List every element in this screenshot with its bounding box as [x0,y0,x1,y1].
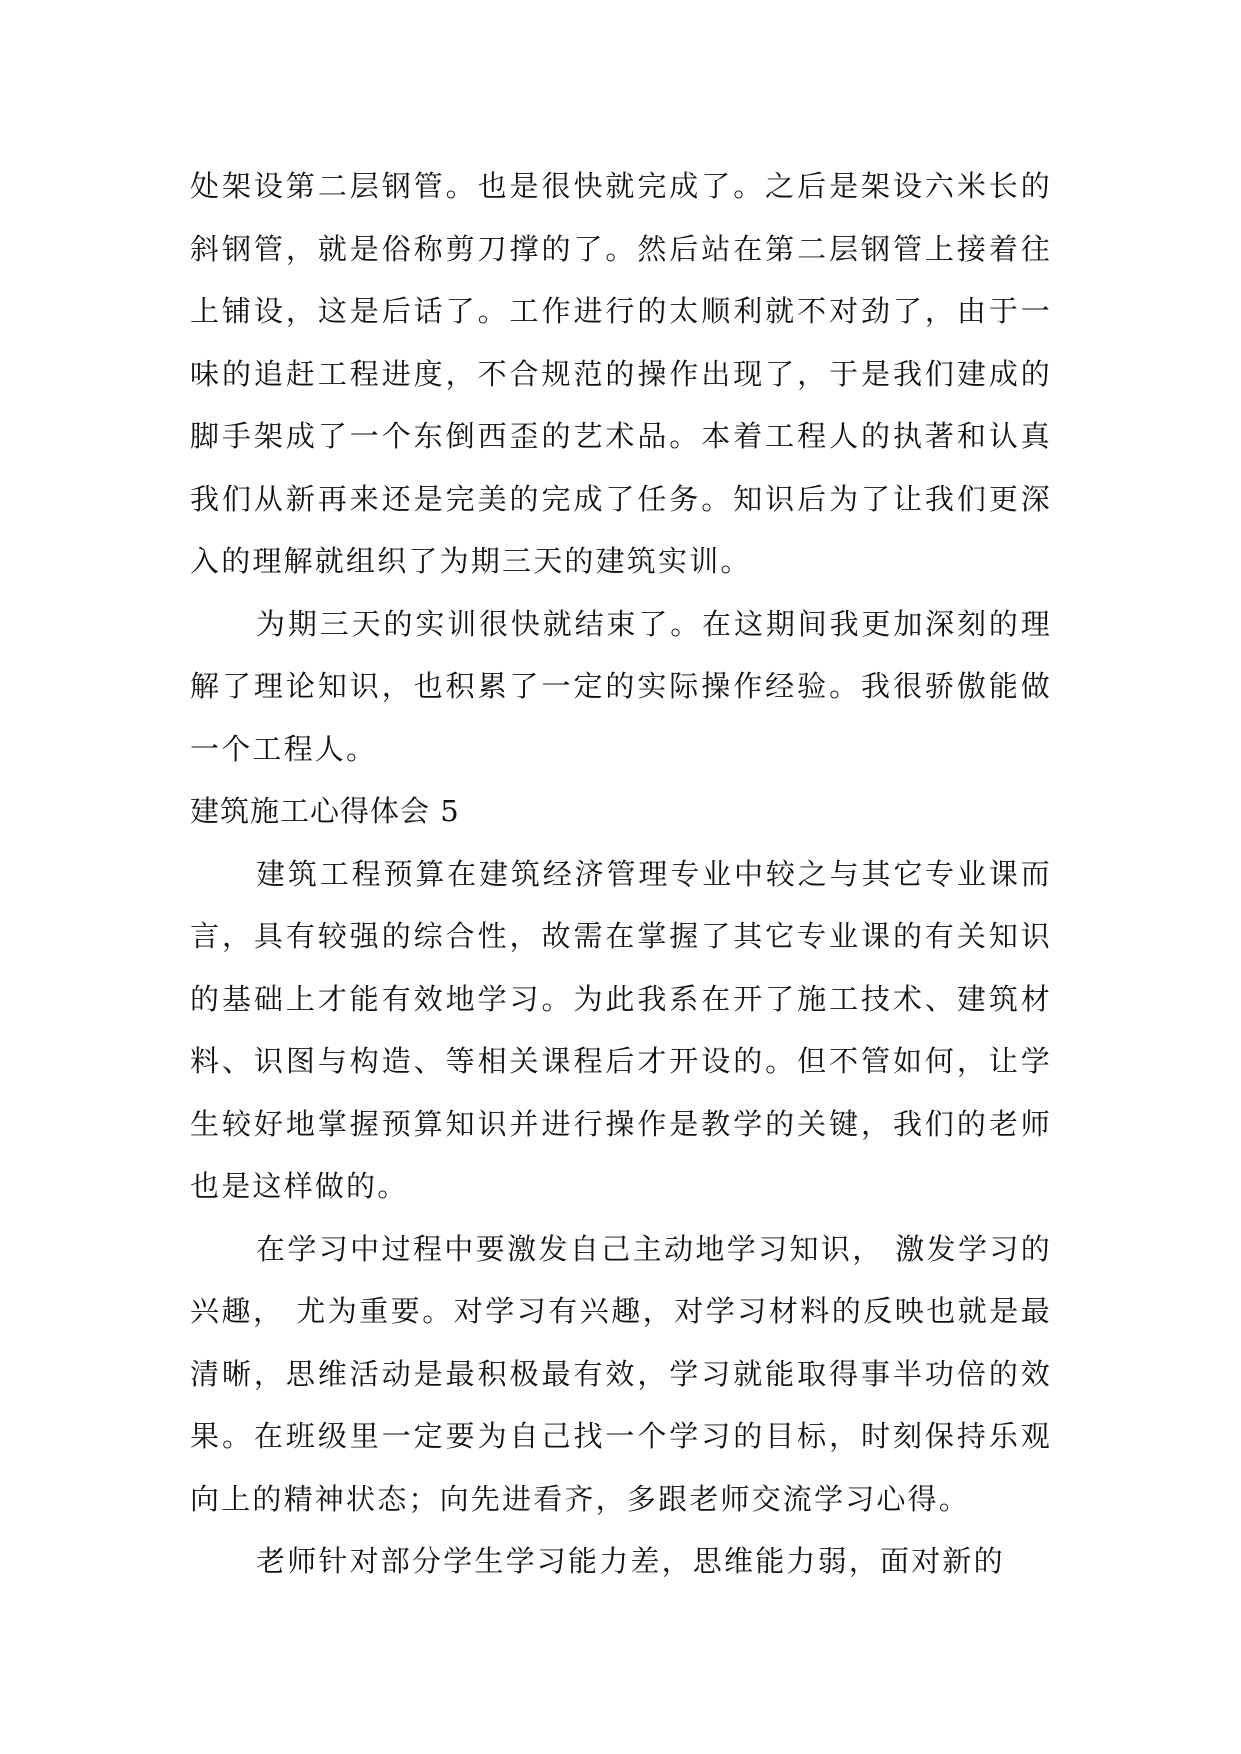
body-paragraph: 建筑工程预算在建筑经济管理专业中较之与其它专业课而言，具有较强的综合性，故需在掌握了其它专业课的有关知识的基础上才能有效地学习。为此我系在开了施工技术、建筑材料、识图与构造、等相关课程后才开设的。但不管如何，让学生较好地掌握预算知识并进行操作是教学的关键，我们的老师也是这样做的。 [190,856,1052,1203]
body-paragraph: 处架设第二层钢管。也是很快就完成了。之后是架设六米长的斜钢管，就是俗称剪刀撑的了。然后站在第二层钢管上接着往上铺设，这是后话了。工作进行的太顺利就不对劲了，由于一味的追赶工程进度，不合规范的操作出现了，于是我们建成的脚手架成了一个东倒西歪的艺术品。本着工程人的执著和认真我们从新再来还是完美的完成了任务。知识后为了让我们更深入的理解就组织了为期三天的建筑实训。 [190,169,1052,578]
body-paragraph: 老师针对部分学生学习能力差，思维能力弱，面对新的 [256,1544,1005,1578]
body-paragraph: 为期三天的实训很快就结束了。在这期间我更加深刻的理解了理论知识，也积累了一定的实际操作经验。我很骄傲能做一个工程人。 [190,606,1052,766]
document-body [190,155,1052,1593]
section-heading: 建筑施工心得体会 5 [190,794,460,828]
body-paragraph: 在学习中过程中要激发自己主动地学习知识， 激发学习的兴趣， 尤为重要。对学习有兴趣，对学习材料的反映也就是最清晰，思维活动是最积极最有效，学习就能取得事半功倍的效果。在班级里一定要为自己找一个学习的目标，时刻保持乐观向上的精神状态；向先进看齐，多跟老师交流学习心得。 [190,1231,1052,1516]
